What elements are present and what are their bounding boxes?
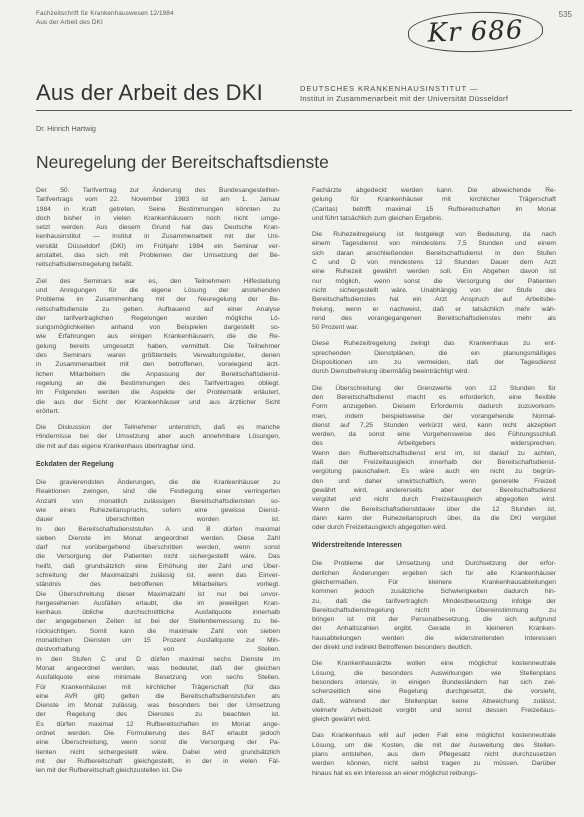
text-line: wie eines Ruhezeitanspruchs, sofern eine gewisse Dienst- xyxy=(36,506,280,514)
text-line: daß der Freizeitausgleich innerhalb der Bereitschaftsdienst- xyxy=(312,459,556,467)
section-title: Aus der Arbeit des DKI xyxy=(36,80,263,105)
paragraph-gap xyxy=(312,532,556,539)
text-line: gleichermaßen. Für kleinere Krankenhausabteilungen xyxy=(312,578,556,586)
text-line: Probleme im Zusammenhang mit der Neuregelung der Be- xyxy=(36,296,280,304)
text-line: Im Folgenden werden die Aspekte der Problematik erläutert, xyxy=(36,389,280,397)
institute-name: DEUTSCHES KRANKENHAUSINSTITUT — xyxy=(300,84,479,93)
text-line: vergütet und nicht durch Freizeitausgleich abgegolten wird. xyxy=(312,496,556,504)
text-line: setzt werden. Aus diesem Grund hat das Deutsche Kran- xyxy=(36,224,280,232)
paragraph-gap xyxy=(312,377,556,384)
text-line: Die Diskussion der Teilnehmer unterstrich, daß es manche xyxy=(36,424,280,432)
text-line: destvorhaltung von Stellen. xyxy=(36,646,280,654)
subheading: Eckdaten der Regelung xyxy=(36,461,114,469)
text-line: der Regelung des Dienstes zu beachten ist. xyxy=(36,711,280,719)
text-line: Wenn die Bereitschaftsdienstdauer über die 12 Stunden ist, xyxy=(312,505,556,513)
text-line: Die gravierendsten Änderungen, die die Krankenhäuser zu xyxy=(36,479,280,487)
paragraph xyxy=(312,230,556,332)
text-line: den und daher unwirtschaftlich, wenn generelle Freizeit xyxy=(312,477,556,485)
text-line: rend des vorangegangenen Bereitschaftsdienstes mehr als xyxy=(312,314,556,322)
text-line: monatlichen Diensten um 15 Prozent Ausfallquote zur Min- xyxy=(36,637,280,645)
text-line: schenzeitlich eine Regelung durchgesetzt, die vorsieht, xyxy=(312,688,556,696)
text-line: Die Probleme der Umsetzung und Durchsetzung der erfor- xyxy=(312,560,556,568)
paragraph xyxy=(312,384,556,533)
text-line: Der 50. Tarifvertrag zur Änderung des Bundesangestellten- xyxy=(36,187,280,194)
paragraph xyxy=(312,659,556,724)
text-line: durch Dienstbefreiung übermäßig beeinträchtigt wird. xyxy=(312,368,470,376)
text-line: Die Überschreitung dieser Maximalzahl ist nur bei unvor- xyxy=(36,590,280,598)
text-line: Reaktionen zwingen, sind die Festlegung einer verringerten xyxy=(36,488,280,496)
text-line: sprechenden Dienstplänen, die ein planungsmäßiges xyxy=(312,349,556,357)
text-line: kommen jedoch zusätzliche Schwierigkeiten dadurch hin- xyxy=(312,588,556,596)
text-line: einem Tagesdienst von mindestens 7,5 Stunden und einem xyxy=(312,240,556,248)
text-line: Monat angeordnet werden, was bedeutet, daß der gleichen xyxy=(36,664,280,672)
paragraph xyxy=(36,186,280,270)
text-line: nur möglich, wenn sonst die Versorgung der Patienten xyxy=(312,277,556,285)
text-line: werden, da sonst eine Vorgehensweise des Führungsschluß xyxy=(312,431,556,439)
institute-affiliation: Institut in Zusammenarbeit mit der Universität Düsseldorf xyxy=(300,93,509,103)
text-line: in Zusammenarbeit mit den betroffenen, vorwiegend ärzt- xyxy=(36,361,280,369)
text-line: versität Düsseldorf (DKI) im Frühjahr 1984 ein Seminar ver- xyxy=(36,242,280,250)
text-line: werden können, nicht selbst tragen zu müssen. Darüber xyxy=(312,760,556,768)
text-line: lichen Mitarbeitern die Anpassung der Bereitschaftsdienst- xyxy=(36,370,280,378)
text-line: len mit der Rufbereitschaft gleichzustellen ist. Die xyxy=(36,767,183,775)
paragraph xyxy=(36,423,280,451)
author-name: Dr. Hinrich Hartwig xyxy=(36,124,96,133)
text-line: des Arbeitgebers widersprechen. xyxy=(312,440,556,448)
paragraph xyxy=(312,339,556,376)
text-line: erörtert. xyxy=(36,407,60,415)
text-line: Hindernisse bei der Umsetzung aber auch annehmbare Lösungen, xyxy=(36,433,280,441)
article-title: Neuregelung der Bereitschaftsdienste xyxy=(36,152,329,172)
text-line: schreitung der Maximalzahl zulässig ist, wenn das Einver- xyxy=(36,571,280,579)
text-line: Diese Ruhezeitregelung zwingt das Krankenhaus zu ent- xyxy=(312,340,556,348)
paragraph-gap xyxy=(312,652,556,659)
text-line: Form anzugeben. Diesem Erfordernis dadurch zuzuvorkom- xyxy=(312,403,556,411)
text-line: darf nur vorübergehend überschritten werden, wenn sonst xyxy=(36,544,280,552)
text-line: die aus der Sicht der Krankenhäuser und aus ärztlicher Sicht xyxy=(36,398,280,406)
paragraph-gap xyxy=(36,270,280,277)
text-line: Ausfallquote eine minimale Besetzung von sechs Stellen. xyxy=(36,674,280,682)
text-line: bringen ist mit der Personalbesetzung, die sich aufgrund xyxy=(312,616,556,624)
paragraph-gap xyxy=(36,471,280,478)
text-line: freiung, wenn er nachweist, daß er tatsächlich mehr wäh- xyxy=(312,305,556,313)
text-line: hinaus hat es ein Interesse an einer möglichst reibungs- xyxy=(312,769,478,777)
text-line: gewährt wird, andererseits aber der Bereitschaftsdienst xyxy=(312,486,556,494)
paragraph-gap xyxy=(312,332,556,339)
institute-label xyxy=(300,84,570,103)
paragraph xyxy=(36,478,280,776)
handwritten-note: Kr 686 xyxy=(407,10,543,55)
text-line: Das Krankenhaus will auf jeden Fall eine möglichst kostenneutrale xyxy=(312,732,556,740)
text-line: Bereitschaftsdienstes hat ein Arzt Anspruch auf Arbeitsbe- xyxy=(312,296,556,304)
journal-line-2: Aus der Arbeit des DKI xyxy=(36,19,103,26)
text-line: gelung für Krankenhäuser mit kirchlicher Trägerschaft xyxy=(312,196,556,204)
text-line: der angegebenen Zeiten ist bei der Stellenbemessung zu be- xyxy=(36,618,280,626)
journal-line-1: Fachzeitschrift für Krankenhauswesen 12/1984 xyxy=(36,10,174,17)
text-line: reitschaftsdienstregelung befaßt. xyxy=(36,261,134,269)
header-rule xyxy=(36,110,572,111)
text-line: Dispositionen um zu vermeiden, daß der Tagesdienst xyxy=(312,359,556,367)
text-line: die mit auf das eigene Krankenhaus übertragbar sind. xyxy=(36,442,196,450)
text-line: dienst auf 7,25 Stunden verkürzt wird, kann nicht akzeptiert xyxy=(312,421,556,429)
text-line: reitschaftsdienste zu geben. Aufbauend auf einer Analyse xyxy=(36,305,280,313)
paragraph xyxy=(312,186,556,223)
text-line: sich daran anschließenden Bereitschaftsdienst in den Stufen xyxy=(312,249,556,257)
text-line: plans entstehen, aus dem Pflegesatz nicht durchzusetzen xyxy=(312,751,556,759)
text-line: mit der Rufbereitschaft gleichgestellt, in der in vielen Fäl- xyxy=(36,757,280,765)
text-line: In den Bereitschaftsdienststufen A und B dürfen maximal xyxy=(36,525,280,533)
text-line: Ziel des Seminars war es, den Teilnehmern Hilfestellung xyxy=(36,277,280,285)
text-line: Wenn den Rufbereitschaftsdienst erst im, ist darauf zu achten, xyxy=(312,449,556,457)
text-line: ständnis des betroffenen Mitarbeiters vorliegt. xyxy=(36,581,280,589)
text-line: daß, während der Stellenplan keine Abweichung zulässt, xyxy=(312,697,556,705)
text-line: anstaltet, das sich mit Problemen der Umsetzung der Be- xyxy=(36,252,280,260)
text-line: Es dürfen maximal 12 Rufbereitschaften im Monat ange- xyxy=(36,720,280,728)
text-line: besonders intensiv, in einigen Bundesländern hat sich zwi- xyxy=(312,678,556,686)
text-line: den Bereitschaftsdienst macht es erforderlich, eine flexible xyxy=(312,393,556,401)
text-line: kenhaus übliche durchschnittliche Ausfallquote innerhalb xyxy=(36,609,280,617)
paragraph-gap xyxy=(36,416,280,423)
text-line: 1984 in Kraft getreten. Seine Bestimmungen könnten zu xyxy=(36,205,280,213)
text-line: kenhausinstitut — Institut in Zusammenarbeit mit der Uni- xyxy=(36,233,280,241)
text-line: vielmehr Arbeitszeit vorgibt und sonst dessen Freizeitaus- xyxy=(312,706,556,714)
text-line: men, indem beispielsweise der vorangehende Normal- xyxy=(312,412,556,420)
paragraph xyxy=(36,277,280,416)
right-column xyxy=(312,186,556,778)
text-line: Die Krankenhausärzte wollen eine möglichst kostenneutrale xyxy=(312,660,556,668)
paragraph-gap xyxy=(312,552,556,559)
page-number: 535 xyxy=(558,10,572,19)
text-line: nicht sichergestellt wäre. Unabhängig von der Stufe des xyxy=(312,286,556,294)
text-line: tienten nicht sichergestellt wäre. Dabei wird grundsätzlich xyxy=(36,748,280,756)
left-column xyxy=(36,186,280,776)
text-line: und Anregungen für die eigene Lösung der anstehenden xyxy=(36,286,280,294)
text-line: eine AVR gilt) gelten die Bereitschaftsdienststufen als xyxy=(36,692,280,700)
paragraph-gap xyxy=(312,223,556,230)
text-line: dauer überschritten worden ist. xyxy=(36,516,280,524)
text-line: sungsmöglichkeiten anhand von Beispielen dargestellt so- xyxy=(36,324,280,332)
text-line: der Anhaltszahlen ergibt. Gerade in kleineren Kranken- xyxy=(312,625,556,633)
text-line: (Caritas) betrifft maximal 15 Rufbereitschaften im Monat xyxy=(312,205,556,213)
text-line: Für Krankenhäuser mit kirchlicher Trägerschaft (für das xyxy=(36,683,280,691)
text-line: regelung an die Bestimmungen des Tarifvertrages obliegt. xyxy=(36,379,280,387)
text-line: Bereitschaftsdienstregelung nicht in Übereinstimmung zu xyxy=(312,606,556,614)
subheading: Widerstreitende Interessen xyxy=(312,542,402,550)
text-line: In den Stufen C und D dürfen maximal sechs Dienste im xyxy=(36,655,280,663)
text-line: ordnet werden. Die Formulierung des BAT erlaubt jedoch xyxy=(36,730,280,738)
text-line: Tarifvertrags vom 22. November 1983 ist am 1. Januar xyxy=(36,196,280,204)
paragraph-gap xyxy=(312,724,556,731)
text-line: Lösung, die besonders Auswirkungen wie Stellenplans xyxy=(312,669,556,677)
text-line: derlichen Änderungen ergeben sich für alle Krankenhäuser xyxy=(312,569,556,577)
text-line: Die Ruhezeitregelung ist festgelegt von Bedeutung, da nach xyxy=(312,231,556,239)
text-line: rücksichtigen. Somit kann die maximale Zahl von sieben xyxy=(36,627,280,635)
text-line: gelung bereits umgesetzt haben, vermittelt. Die Teilnehmer xyxy=(36,342,280,350)
text-line: sieben Dienste im Monat angeordnet werden. Diese Zahl xyxy=(36,534,280,542)
text-line: der direkt und indirekt Betroffenen besonders deutlich. xyxy=(312,644,473,652)
paragraph xyxy=(312,731,556,777)
paragraph xyxy=(312,559,556,652)
text-line: doch bisher in vielen Krankenhäusern noch nicht umge- xyxy=(36,214,280,222)
text-line: vergütung pauschaliert. Es wäre auch ein nicht zu begrün- xyxy=(312,468,556,476)
text-line: und führt tatsächlich zum gleichen Ergebnis. xyxy=(312,214,444,222)
text-line: zu, daß die tarifvertraglich Mindestbesetzung infolge der xyxy=(312,597,556,605)
text-line: hergesehenen Ausfällen erlaubt, die im jeweiligen Kran- xyxy=(36,599,280,607)
paragraph-gap xyxy=(36,451,280,458)
text-line: C und D von mindestens 12 Stunden Dauer dem Arzt xyxy=(312,259,556,267)
text-line: hausabteilungen werden die widerstreitenden Interessen xyxy=(312,634,556,642)
text-line: wie Erfahrungen aus einigen Krankenhäusern, die die Re- xyxy=(36,333,280,341)
text-line: die Versorgung der Patienten nicht sichergestellt wäre. Das xyxy=(36,553,280,561)
text-line: Die Überschreitung der Grenzwerte von 12 Stunden für xyxy=(312,384,556,392)
text-line: der tarifvertraglichen Regelungen wurden mögliche Lö- xyxy=(36,314,280,322)
text-line: 50 Prozent war. xyxy=(312,324,359,332)
text-line: dann kann der Ruhezeitanspruch über, da die DKI vergütet xyxy=(312,514,556,522)
text-line: Lösung, um die Kosten, die mit der Ausweitung des Stellen- xyxy=(312,741,556,749)
text-line: Fachärzte abgedeckt werden kann. Die abweichende Re- xyxy=(312,187,556,194)
text-line: heißt, daß grundsätzlich eine Erhöhung der Zahl und Über- xyxy=(36,562,280,570)
text-line: Anzahl von monatlich zulässigen Bereitschaftsdiensten so- xyxy=(36,497,280,505)
text-line: oder durch Freizeitausgleich abgegolten wird. xyxy=(312,524,447,532)
text-line: eine Ruhezeit gewährt werden soll. Ein Abgehen davon ist xyxy=(312,268,556,276)
text-line: eine Überschreitung, wenn sonst die Versorgung der Pa- xyxy=(36,739,280,747)
text-line: gleich gewährt wird. xyxy=(312,716,372,724)
text-line: Dienste im Monat zulässig, was besonders bei der Umsetzung xyxy=(36,702,280,710)
text-line: des Seminars waren größtenteils Verwaltungsleiter, denen xyxy=(36,352,280,360)
